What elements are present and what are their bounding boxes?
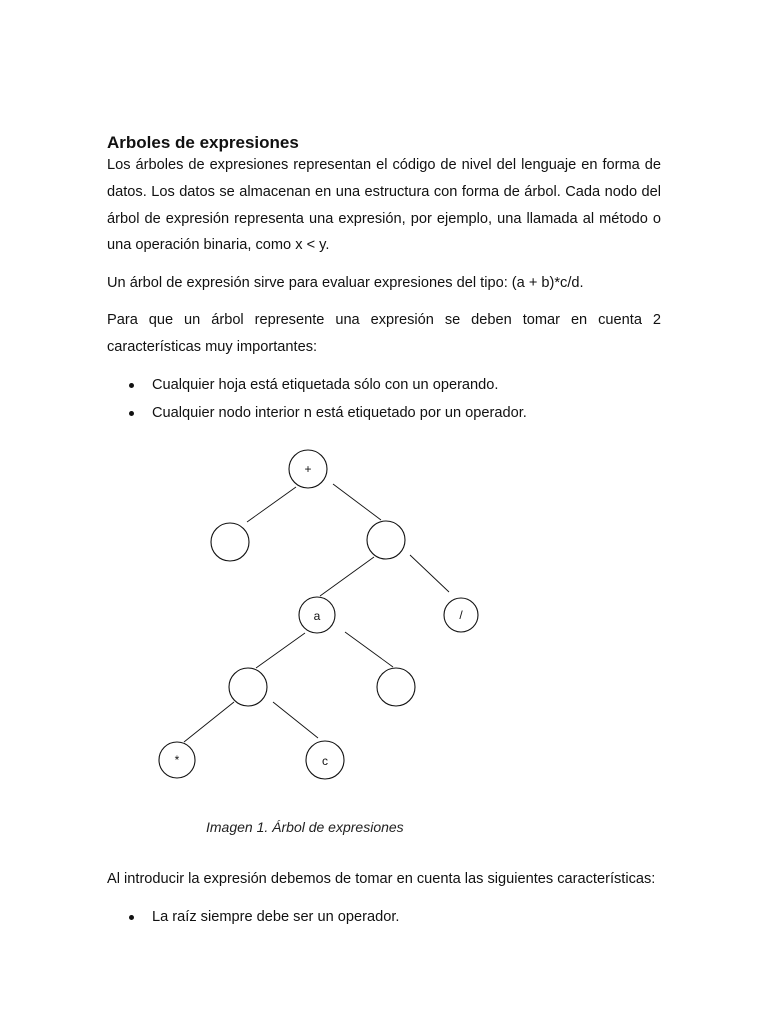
conditions-paragraph: Para que un árbol represente una expresión se deben tomar en cuenta 2 características muy importantes:: [107, 312, 661, 355]
tree-node-right: [367, 521, 405, 559]
tree-edge: [256, 633, 305, 668]
tree-edge: [345, 632, 393, 667]
tree-edge: [320, 557, 374, 596]
node-label: c: [322, 754, 328, 768]
tree-node-inner-left: [229, 668, 267, 706]
tree-edge: [333, 484, 381, 520]
root-rule-list: [107, 904, 399, 932]
intro-paragraph: Los árboles de expresiones representan el código de nivel del lenguaje en forma de datos. Los datos se almacenan en una estructura con forma de árbol. Cada nodo del árbol de expresión representa una expresión, por ejemplo, una llamada al método o una operación binaria, como x < y.: [107, 157, 661, 254]
tree-node-slash: [444, 598, 478, 632]
tree-node-inner-right: [377, 668, 415, 706]
list-item: Cualquier hoja está etiquetada sólo con un operando.: [107, 372, 527, 400]
tree-node-root: [289, 450, 327, 488]
usage-paragraph: Un árbol de expresión sirve para evaluar expresiones del tipo: (a + b)*c/d.: [107, 275, 584, 291]
list-item: La raíz siempre debe ser un operador.: [107, 904, 399, 932]
node-label: +: [304, 462, 312, 476]
node-label: /: [459, 608, 463, 622]
input-paragraph: Al introducir la expresión debemos de tomar en cuenta las siguientes características:: [107, 871, 656, 887]
tree-edge: [184, 702, 234, 742]
tree-edge: [410, 555, 449, 592]
page-title: Arboles de expresiones: [107, 133, 299, 152]
list-item: Cualquier nodo interior n está etiquetado por un operador.: [107, 400, 527, 428]
tree-node-c: [306, 741, 344, 779]
figure-caption: Imagen 1. Árbol de expresiones: [206, 819, 404, 835]
tree-node-left: [211, 523, 249, 561]
node-label: *: [174, 753, 180, 767]
tree-node-star: [159, 742, 195, 778]
tree-edge: [247, 487, 296, 522]
tree-node-a: [299, 597, 335, 633]
node-label: a: [313, 609, 321, 623]
tree-edge: [273, 702, 318, 738]
